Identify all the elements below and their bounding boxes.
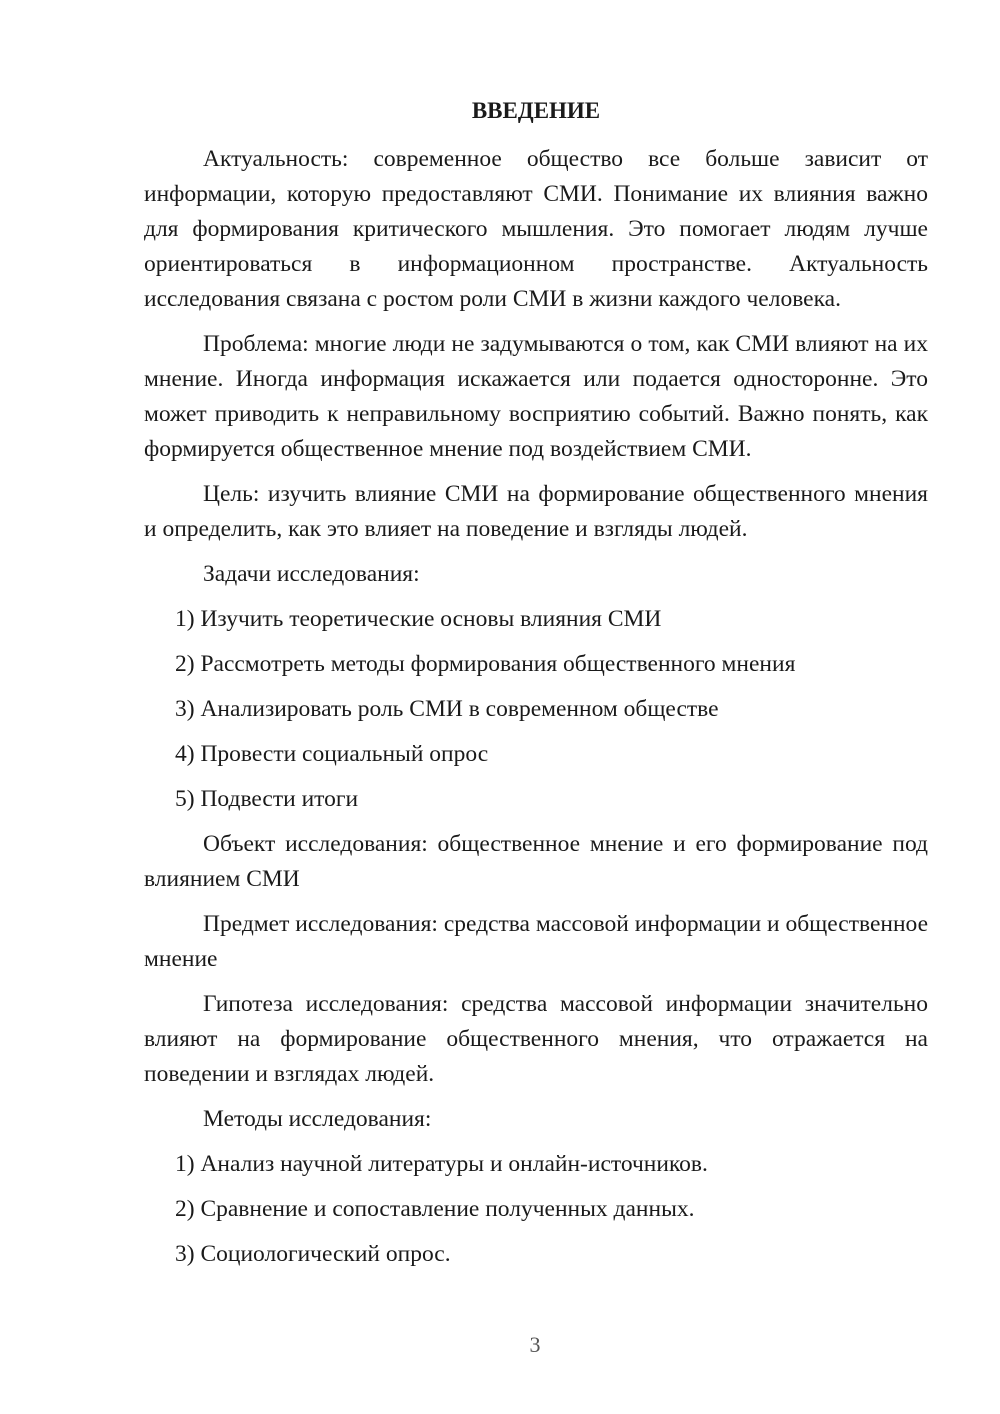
list-item: 3) Анализировать роль СМИ в современном обществе (175, 696, 719, 722)
methods-heading: Методы исследования: (203, 1106, 432, 1132)
list-item: 4) Провести социальный опрос (175, 741, 489, 767)
list-item: 3) Социологический опрос. (175, 1241, 451, 1267)
tasks-list (144, 602, 928, 817)
relevance-paragraph: Актуальность: современное общество все больше зависит от информации, которую предоставляют СМИ. Понимание их влияния важно для формирования критического мышления. Это помогает людям лучше ориентироваться в информационном пространстве. Актуальность исследования связана с ростом роли СМИ в жизни каждого человека. (144, 146, 928, 312)
subject-paragraph: Предмет исследования: средства массовой информации и общественное мнение (144, 911, 929, 972)
list-item: 2) Рассмотреть методы формирования общественного мнения (175, 651, 796, 677)
page-number: 3 (529, 1332, 541, 1357)
tasks-heading: Задачи исследования: (203, 561, 420, 587)
page-title: ВВЕДЕНИЕ (471, 98, 601, 123)
hypothesis-paragraph: Гипотеза исследования: средства массовой информации значительно влияют на формирование общественного мнения, что отражается на поведении и взглядах людей. (144, 991, 928, 1087)
goal-paragraph: Цель: изучить влияние СМИ на формирование общественного мнения и определить, как это влияет на поведение и взгляды людей. (144, 481, 928, 542)
list-item: 1) Анализ научной литературы и онлайн-источников. (175, 1151, 708, 1177)
methods-list (144, 1147, 928, 1272)
list-item: 5) Подвести итоги (175, 786, 359, 812)
problem-paragraph: Проблема: многие люди не задумываются о том, как СМИ влияют на их мнение. Иногда информация искажается или подается односторонне. Это может приводить к неправильному восприятию событий. Важно понять, как формируется общественное мнение под воздействием СМИ. (144, 331, 928, 462)
list-item: 2) Сравнение и сопоставление полученных данных. (175, 1196, 695, 1222)
object-paragraph: Объект исследования: общественное мнение и его формирование под влиянием СМИ (144, 831, 928, 892)
list-item: 1) Изучить теоретические основы влияния СМИ (175, 606, 662, 632)
page-content (144, 94, 928, 1282)
